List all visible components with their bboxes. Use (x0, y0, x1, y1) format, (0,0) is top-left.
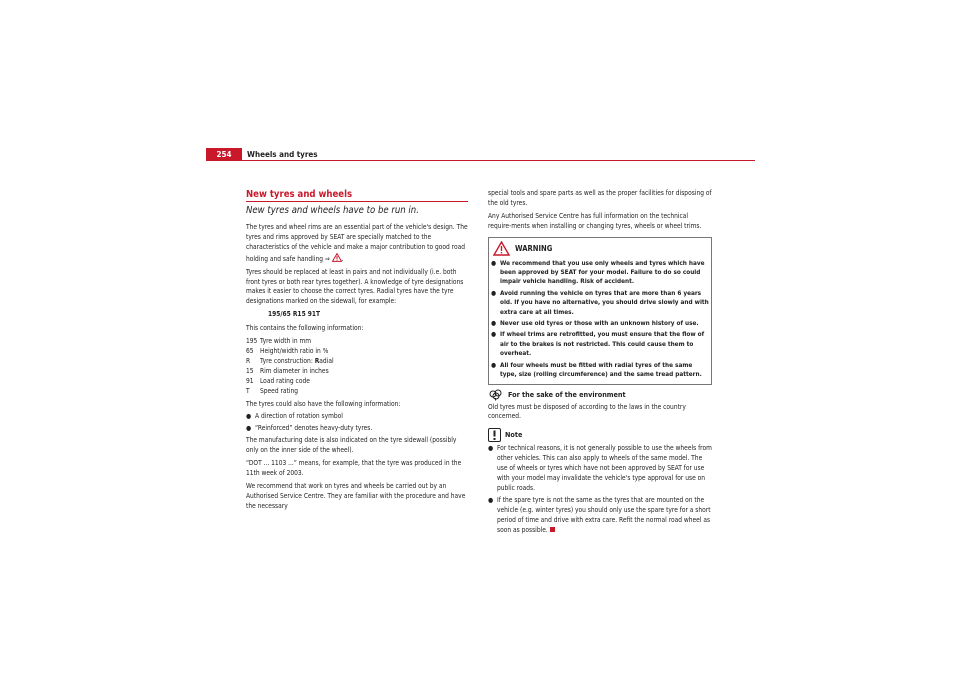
list-item (246, 367, 468, 377)
bullet-icon: ● (246, 424, 252, 433)
warning-text: All four wheels must be fitted with radial tyres of the same type, size (rolling circumference) and the same tread pattern. (500, 360, 702, 379)
section-rule (246, 201, 468, 202)
service-centre-paragraph: Any Authorised Service Centre has full information on the technical require-ments when installing or changing tyres, wheels or wheel trims. (488, 211, 702, 230)
end-of-section-icon (550, 527, 555, 532)
list-item (246, 347, 468, 357)
tools-paragraph: special tools and spare parts as well as the proper facilities for disposing of the old tyres. (488, 189, 712, 207)
intro-text-end: . (341, 254, 344, 263)
bullet-icon: ● (491, 258, 497, 267)
list-item (246, 377, 468, 387)
bullet-item (246, 424, 468, 434)
note-item (488, 496, 712, 536)
bullet-icon: ● (488, 495, 494, 504)
warning-item (491, 361, 709, 380)
item-text (260, 357, 334, 367)
item-text: Rim diameter in inches (260, 366, 329, 375)
item-key: 65 (246, 346, 254, 355)
item-text-pre: Tyre construction: (260, 356, 315, 365)
tyre-designation-example: 195/65 R15 91T (268, 310, 321, 319)
item-text: Height/width ratio in % (260, 346, 329, 355)
item-key: 91 (246, 376, 254, 385)
item-key: T (246, 386, 250, 395)
intro-paragraph (246, 223, 468, 265)
note-item (488, 444, 712, 494)
warning-item (491, 289, 709, 317)
environment-text: Old tyres must be disposed of according to the laws in the country concerned. (488, 402, 686, 421)
manufacturing-date-paragraph: The manufacturing date is also indicated on the tyre sidewall (possibly only on the inner side of the wheel). (246, 436, 457, 455)
bullet-icon: ● (246, 412, 252, 421)
warning-label: WARNING (515, 243, 553, 253)
warning-item (491, 259, 709, 287)
note-text-wrapper (497, 496, 712, 536)
list-item (246, 337, 468, 347)
info-intro: This contains the following information: (246, 324, 364, 333)
item-text: Speed rating (260, 386, 299, 395)
designation-list (246, 337, 468, 396)
dot-example-paragraph: “DOT ... 1103 ...” means, for example, that the tyre was produced in the 11th week of 2003. (246, 459, 462, 477)
warning-header (491, 240, 709, 258)
bullet-icon: ● (491, 319, 497, 328)
bullet-icon: ● (491, 330, 497, 339)
service-paragraph: We recommend that work on tyres and wheels be carried out by an Authorised Service Centre. They are familiar with the procedure and have the necessary (246, 481, 466, 510)
environment-title: For the sake of the environment (508, 389, 626, 399)
bullet-icon: ● (491, 360, 497, 369)
intro-text: The tyres and wheel rims are an essential part of the vehicle's design. The tyres and rims approved by SEAT are specially matched to the characteristics of the vehicle and make a major contribution to good road holding and safe handling ⇒ (246, 223, 468, 263)
warning-text: Never use old tyres or those with an unknown history of use. (500, 319, 699, 328)
item-text-bold: R (314, 356, 320, 365)
note-icon (488, 428, 501, 442)
warning-text: Avoid running the vehicle on tyres that are more than 6 years old. If you have no alternative, you should drive slowly and with extra care at all times. (500, 288, 709, 316)
right-column (488, 189, 712, 537)
bullet-text: A direction of rotation symbol (255, 412, 343, 421)
bullet-icon: ● (491, 288, 497, 297)
warning-item (491, 330, 709, 358)
note-text: If the spare tyre is not the same as the tyres that are mounted on the vehicle (e.g. winter tyres) you should only use the spare tyre for a short period of time and drive with extra care. Refit the normal road wheel as soon as possible. (497, 495, 711, 534)
page-number: 254 (206, 148, 242, 161)
warning-triangle-icon (493, 241, 510, 256)
warning-box (488, 237, 712, 385)
list-item (246, 357, 468, 367)
chapter-title: Wheels and tyres (247, 150, 318, 159)
item-text-post: adial (319, 356, 334, 365)
note-heading (488, 428, 712, 442)
warning-triangle-icon (332, 253, 342, 262)
list-item (246, 387, 468, 397)
section-subtitle: New tyres and wheels have to be run in. (246, 205, 419, 216)
environment-heading (488, 389, 712, 401)
extra-info-intro: The tyres could also have the following information: (246, 399, 401, 408)
warning-text: If wheel trims are retrofitted, you must ensure that the flow of air to the brakes is not restricted. This could cause them to overheat. (500, 330, 705, 358)
item-key: 15 (246, 366, 254, 375)
note-title: Note (505, 430, 523, 440)
warning-text: We recommend that you use only wheels and tyres which have been approved by SEAT for your model. Failure to do so could impair vehicle handling. Risk of accident. (500, 258, 705, 286)
bullet-text: “Reinforced” denotes heavy-duty tyres. (255, 424, 373, 433)
item-text: Tyre width in mm (260, 337, 312, 346)
item-key: R (246, 356, 251, 365)
bullet-item (246, 412, 468, 422)
warning-item (491, 319, 709, 328)
section-title: New tyres and wheels (246, 189, 353, 200)
bullet-icon: ● (488, 444, 494, 453)
item-text: Load rating code (260, 376, 310, 385)
item-key: 195 (246, 337, 258, 346)
replacement-paragraph: Tyres should be replaced at least in pairs and not individually (i.e. both front tyres or both rear tyres together). A knowledge of tyre designations makes it easier to choose the correct tyres. Radial tyres have the tyre designations marked on the sidewall, for example: (246, 267, 464, 306)
environment-icon (488, 389, 504, 401)
left-column (246, 189, 468, 515)
note-text: For technical reasons, it is not generally possible to use the wheels from other vehicles. This can also apply to wheels of the same model. The use of wheels or tyres which have not been approved by SEAT for use with your model may invalidate the vehicle's type approval for use on public roads. (497, 444, 712, 492)
